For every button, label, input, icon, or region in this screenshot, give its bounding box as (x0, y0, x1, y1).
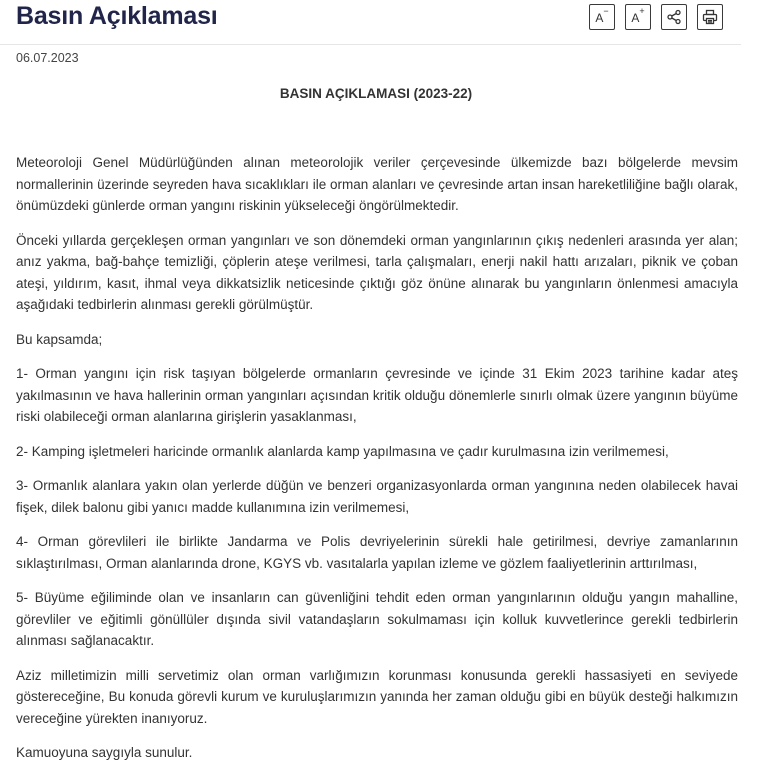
page-header (0, 0, 741, 45)
paragraph: 2- Kamping işletmeleri haricinde ormanlık alanlarda kamp yapılmasına ve çadır kurulmasına izin verilmemesi, (16, 443, 669, 459)
decrease-font-icon: A− (595, 6, 609, 25)
paragraph: 4- Orman görevlileri ile birlikte Jandarma ve Polis devriyelerinin sürekli hale getirilmesi, devriye zamanlarının sıklaştırılması, Orman alanlarında drone, KGYS vb. vasıtalarla yapılan izleme ve gözlem faaliyetlerinin arttırılması, (16, 534, 738, 571)
paragraph: Önceki yıllarda gerçekleşen orman yangınları ve son dönemdeki orman yangınlarının çıkış nedenleri arasında yer alan; anız yakma, bağ-bahçe temizliği, çöplerin ateşe verilmesi, tarla çalışmaları, enerji nakil hattı arızaları, piknik ve çoban ateşi, yıldırım, kasıt, ihmal veya dikkatsizlik neticesinde çıktığı göz önüne alınarak bu yangınların önlenmesi amacıyla aşağıdaki tedbirlerin alınması gerekli görülmüştür. (16, 232, 738, 312)
paragraph: Kamuoyuna saygıyla sunulur. (16, 745, 193, 760)
share-button[interactable] (661, 4, 687, 30)
page-title: Basın Açıklaması (16, 2, 218, 30)
document-heading: BASIN AÇIKLAMASI (2023-22) (279, 86, 473, 101)
paragraph: Bu kapsamda; (16, 331, 103, 347)
publish-date: 06.07.2023 (16, 51, 79, 65)
paragraph: Aziz milletimizin milli servetimiz olan orman varlığımızın korunması konusunda gerekli hassasiyeti en seviyede göstereceğine, Bu konuda görevli kurum ve kuruluşlarımızın yanında her zaman olduğu gibi en büyük desteği halkımızın vereceğine yürekten inanıyoruz. (16, 667, 738, 726)
increase-font-icon: A+ (631, 6, 645, 25)
share-icon (666, 9, 682, 25)
paragraph: 1- Orman yangını için risk taşıyan bölgelerde ormanların çevresinde ve içinde 31 Ekim 2023 tarihine kadar ateş yakılmasının ve hava hallerinin orman yangınları açısından kritik olduğu dönemlerle sınırlı olmak üzere yangının büyüme riski olabileceği orman alanlarına girişlerin yasaklanması, (16, 366, 738, 424)
article-toolbar (589, 4, 723, 30)
document-body (16, 152, 738, 764)
print-button[interactable] (697, 4, 723, 30)
paragraph: Meteoroloji Genel Müdürlüğünden alınan meteorolojik veriler çerçevesinde ülkemizde bazı bölgelerde mevsim normallerinin üzerinde seyreden hava sıcaklıkları ile orman alanları ve çevresinde artan insan hareketliliğine bağlı olarak, önümüzdeki günlerde orman yangını riskinin yükseleceği öngörülmektedir. (16, 155, 738, 213)
paragraph: 5- Büyüme eğiliminde olan ve insanların can güvenliğini tehdit eden orman yangınlarının olduğu yangın mahalline, görevliler ve eğitimli gönüllüler dışında sivil vatandaşların sokulmaması için kolluk kuvvetlerince gerekli tedbirlerin alınması sağlanacaktır. (16, 590, 738, 648)
increase-font-button[interactable] (625, 4, 651, 30)
printer-icon (702, 9, 718, 25)
decrease-font-button[interactable] (589, 4, 615, 30)
paragraph: 3- Ormanlık alanlara yakın olan yerlerde düğün ve benzeri organizasyonlarda orman yangınına neden olabilecek havai fişek, dilek balonu gibi yanıcı madde kullanımına izin verilmemesi, (16, 478, 738, 515)
